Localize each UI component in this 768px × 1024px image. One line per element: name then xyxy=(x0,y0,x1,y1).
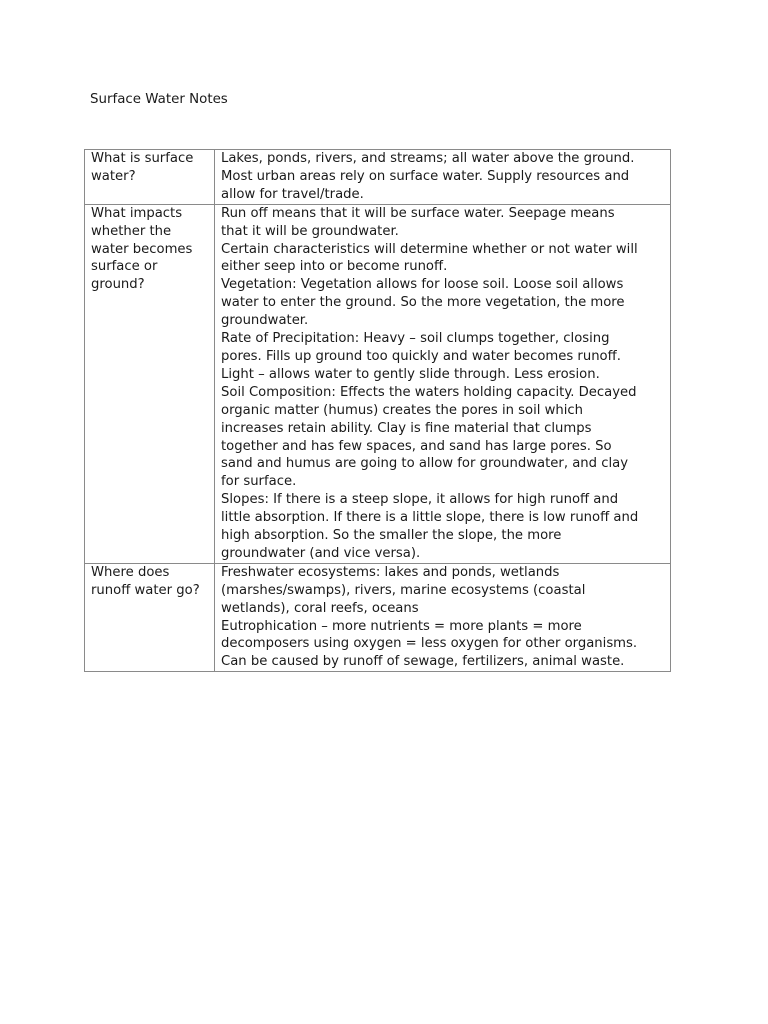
answer-line: Vegetation: Vegetation allows for loose soil. Loose soil allows xyxy=(221,277,624,293)
answer-line: either seep into or become runoff. xyxy=(221,259,448,275)
question-line: ground? xyxy=(91,277,145,293)
answer-line: Soil Composition: Effects the waters holding capacity. Decayed xyxy=(221,384,637,400)
answer-line: Rate of Precipitation: Heavy – soil clumps together, closing xyxy=(221,331,610,347)
answer-line: groundwater (and vice versa). xyxy=(221,545,421,561)
answer-line: Run off means that it will be surface water. Seepage means xyxy=(221,205,615,221)
answer-line: organic matter (humus) creates the pores in soil which xyxy=(221,402,584,418)
answer-cell xyxy=(215,204,671,563)
answer-line: Most urban areas rely on surface water. Supply resources and xyxy=(221,168,630,184)
answer-line: (marshes/swamps), rivers, marine ecosystems (coastal xyxy=(221,582,586,598)
answer-line: water to enter the ground. So the more vegetation, the more xyxy=(221,295,625,311)
question-line: runoff water go? xyxy=(91,582,200,598)
answer-line: Lakes, ponds, rivers, and streams; all water above the ground. xyxy=(221,151,635,166)
table-row xyxy=(85,204,671,563)
answer-line: that it will be groundwater. xyxy=(221,223,399,239)
answer-line: Certain characteristics will determine whether or not water will xyxy=(221,241,638,257)
answer-line: Light – allows water to gently slide through. Less erosion. xyxy=(221,366,600,382)
answer-line: Slopes: If there is a steep slope, it allows for high runoff and xyxy=(221,492,619,508)
question-cell xyxy=(85,563,215,671)
table-row xyxy=(85,563,671,671)
answer-line: Can be caused by runoff of sewage, fertilizers, animal waste. xyxy=(221,654,625,670)
answer-cell xyxy=(215,563,671,671)
answer-line: increases retain ability. Clay is fine material that clumps xyxy=(221,420,592,436)
answer-line: groundwater. xyxy=(221,313,309,329)
question-line: water? xyxy=(91,168,136,184)
document-title: Surface Water Notes xyxy=(90,92,228,107)
answer-line: little absorption. If there is a little slope, there is low runoff and xyxy=(221,510,639,526)
answer-line: decomposers using oxygen = less oxygen for other organisms. xyxy=(221,636,638,652)
table-row xyxy=(85,150,671,205)
answer-cell xyxy=(215,150,671,205)
question-line: What is surface xyxy=(91,151,194,166)
question-line: whether the xyxy=(91,223,172,239)
question-line: What impacts xyxy=(91,205,183,221)
question-line: water becomes xyxy=(91,241,193,257)
answer-line: high absorption. So the smaller the slope, the more xyxy=(221,528,562,544)
answer-line: together and has few spaces, and sand has large pores. So xyxy=(221,438,612,454)
question-line: Where does xyxy=(91,564,170,580)
answer-line: Freshwater ecosystems: lakes and ponds, wetlands xyxy=(221,564,560,580)
answer-line: sand and humus are going to allow for groundwater, and clay xyxy=(221,456,629,472)
question-line: surface or xyxy=(91,259,158,275)
notes-table xyxy=(84,149,671,672)
answer-line: for surface. xyxy=(221,474,297,490)
answer-line: wetlands), coral reefs, oceans xyxy=(221,600,419,616)
question-cell xyxy=(85,204,215,563)
answer-line: pores. Fills up ground too quickly and water becomes runoff. xyxy=(221,348,621,364)
question-cell xyxy=(85,150,215,205)
answer-line: allow for travel/trade. xyxy=(221,186,364,202)
answer-line: Eutrophication – more nutrients = more plants = more xyxy=(221,618,582,634)
